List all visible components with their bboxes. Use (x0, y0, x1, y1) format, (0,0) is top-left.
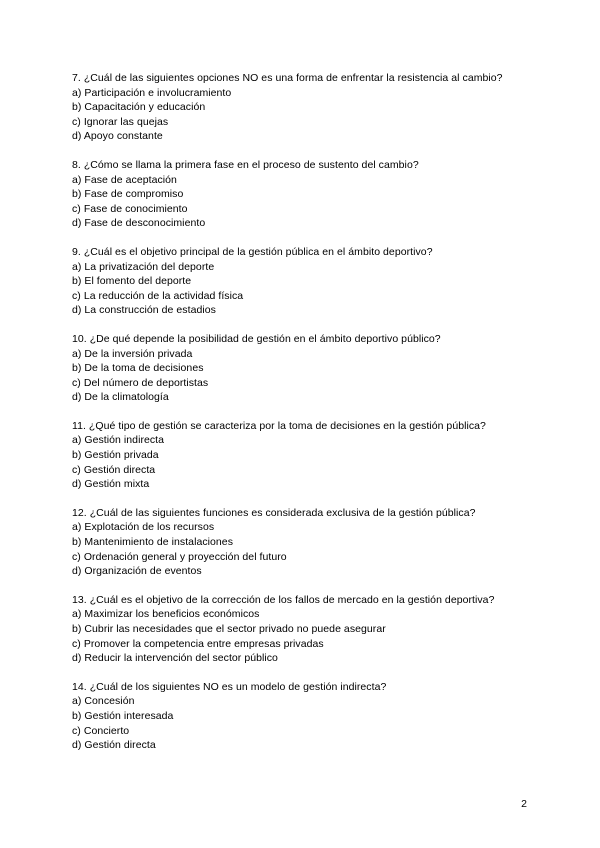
question-10 (72, 332, 552, 405)
option-a: a) Maximizar los beneficios económicos (72, 608, 260, 621)
question-text: 14. ¿Cuál de los siguientes NO es un modelo de gestión indirecta? (72, 680, 387, 693)
option-a: a) La privatización del deporte (72, 260, 215, 273)
option-b: b) Capacitación y educación (72, 101, 206, 114)
question-text: 13. ¿Cuál es el objetivo de la corrección de los fallos de mercado en la gestión deportiva? (72, 593, 495, 606)
question-14 (72, 680, 552, 753)
option-d: d) Apoyo constante (72, 130, 163, 143)
option-c: c) Del número de deportistas (72, 376, 209, 389)
option-a: a) De la inversión privada (72, 347, 193, 360)
option-c: c) Ordenación general y proyección del futuro (72, 550, 287, 563)
option-a: a) Concesión (72, 695, 135, 708)
option-d: d) Reducir la intervención del sector público (72, 652, 278, 665)
option-b: b) Gestión privada (72, 449, 159, 462)
option-b: b) Cubrir las necesidades que el sector privado no puede asegurar (72, 623, 386, 635)
option-d: d) Organización de eventos (72, 565, 202, 578)
option-c: c) Ignorar las quejas (72, 115, 169, 128)
question-11 (72, 419, 552, 492)
option-a: a) Explotación de los recursos (72, 521, 215, 534)
question-8 (72, 158, 552, 231)
question-9 (72, 245, 552, 318)
question-text: 11. ¿Qué tipo de gestión se caracteriza por la toma de decisiones en la gestión pública? (72, 419, 486, 432)
option-a: a) Participación e involucramiento (72, 86, 232, 99)
option-c: c) Fase de conocimiento (72, 202, 188, 215)
question-13 (72, 593, 552, 666)
question-text: 9. ¿Cuál es el objetivo principal de la gestión pública en el ámbito deportivo? (72, 245, 433, 258)
option-c: c) Promover la competencia entre empresas privadas (72, 637, 324, 650)
option-a: a) Gestión indirecta (72, 434, 165, 447)
option-d: d) Gestión directa (72, 739, 156, 752)
option-c: c) La reducción de la actividad física (72, 289, 244, 302)
question-text: 8. ¿Cómo se llama la primera fase en el proceso de sustento del cambio? (72, 158, 419, 171)
option-b: b) Mantenimiento de instalaciones (72, 536, 233, 549)
option-c: c) Concierto (72, 724, 130, 737)
option-d: d) Fase de desconocimiento (72, 217, 206, 230)
option-a: a) Fase de aceptación (72, 173, 177, 186)
question-text: 12. ¿Cuál de las siguientes funciones es considerada exclusiva de la gestión pública? (72, 506, 476, 519)
option-b: b) Fase de compromiso (72, 188, 184, 201)
question-12 (72, 506, 552, 579)
page-number: 2 (521, 798, 527, 810)
option-b: b) El fomento del deporte (72, 275, 192, 288)
option-b: b) De la toma de decisiones (72, 362, 204, 375)
option-d: d) La construcción de estadios (72, 304, 216, 317)
document-page (72, 71, 552, 767)
option-c: c) Gestión directa (72, 463, 156, 476)
question-7 (72, 71, 552, 144)
option-d: d) Gestión mixta (72, 478, 150, 491)
question-text: 7. ¿Cuál de las siguientes opciones NO es una forma de enfrentar la resistencia al cambio? (72, 72, 503, 84)
option-d: d) De la climatología (72, 391, 169, 404)
option-b: b) Gestión interesada (72, 709, 174, 722)
question-text: 10. ¿De qué depende la posibilidad de gestión en el ámbito deportivo público? (72, 332, 441, 345)
